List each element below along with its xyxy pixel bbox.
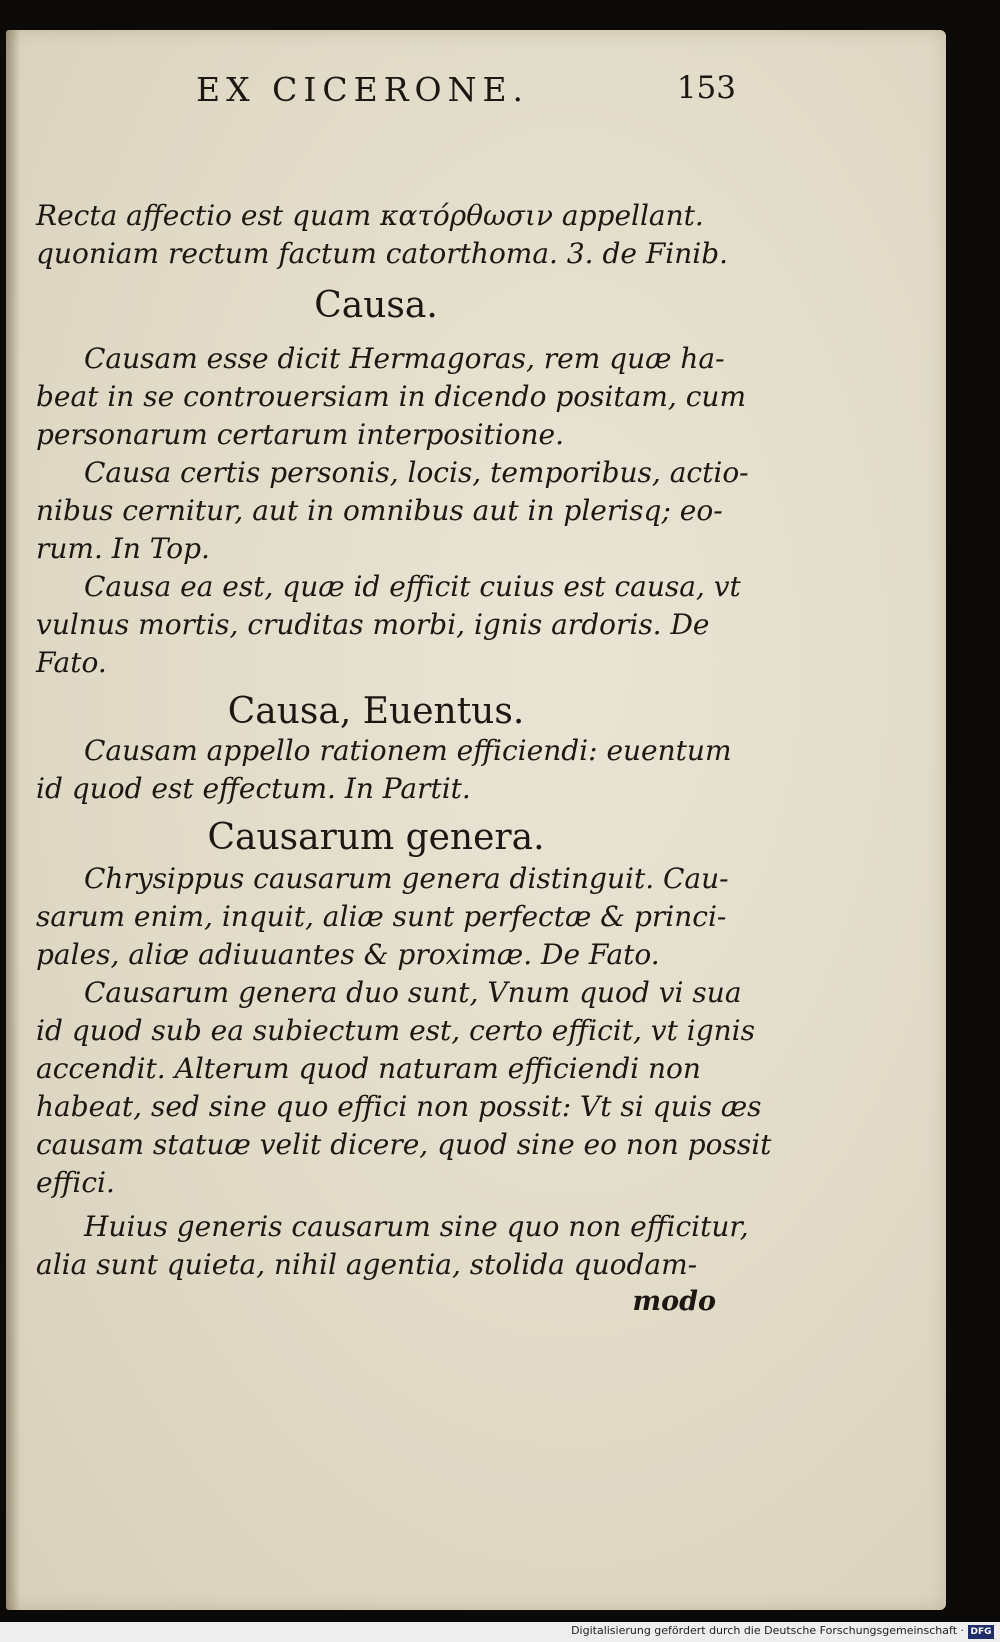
text-line: Huius generis causarum sine quo non efficitur, [84,1210,749,1243]
text-line: Chrysippus causarum genera distinguit. Cau- [84,862,729,895]
footer-bar [0,1622,1000,1642]
footer-credit: Digitalisierung gefördert durch die Deutsche Forschungsgemeinschaft · [571,1624,964,1637]
text-block [36,112,772,1592]
page-number: 153 [676,70,736,106]
text-line: Fato. [36,646,107,679]
text-line: effici. [36,1166,115,1199]
text-line: beat in se controuersiam in dicendo positam, cum [36,380,746,413]
text-line: quoniam rectum factum catorthoma. 3. de Finib. [36,237,729,270]
book-page [6,30,946,1610]
text-line: id quod est effectum. In Partit. [36,772,471,805]
text-line: Causa ea est, quæ id efficit cuius est causa, vt [84,570,741,603]
text-line: accendit. Alterum quod naturam efficiendi non [36,1052,701,1085]
text-line: Causam esse dicit Hermagoras, rem quæ ha- [84,342,725,375]
text-line: habeat, sed sine quo effici non possit: Vt si quis æs [36,1090,762,1123]
running-head: EX CICERONE. [196,70,530,109]
text-line: vulnus mortis, cruditas morbi, ignis ardoris. De [36,608,710,641]
text-line: pales, aliæ adiuuantes & proximæ. De Fato. [36,938,660,971]
text-line: personarum certarum interpositione. [36,418,565,451]
text-line: Causa certis personis, locis, temporibus, actio- [84,456,749,489]
section-heading: Causarum genera. [207,817,545,858]
text-line: alia sunt quieta, nihil agentia, stolida quodam- [36,1248,698,1281]
page-header [146,66,736,116]
text-line: Causarum genera duo sunt, Vnum quod vi sua [84,976,742,1009]
spine-shadow [6,30,20,1610]
text-line: nibus cernitur, aut in omnibus aut in plerisq; eo- [36,494,723,527]
text-line: sarum enim, inquit, aliæ sunt perfectæ & princi- [36,900,727,933]
text-line: causam statuæ velit dicere, quod sine eo non possit [36,1128,772,1161]
text-line: Causam appello rationem efficiendi: euentum [84,734,732,767]
dfg-logo: DFG [968,1625,994,1639]
text-line: rum. In Top. [36,532,210,565]
section-heading: Causa. [314,285,438,326]
text-line: Recta affectio est quam κατόρθωσιν appellant. [36,199,704,232]
text-line: id quod sub ea subiectum est, certo efficit, vt ignis [36,1014,755,1047]
catchword: modo [632,1286,716,1317]
section-heading: Causa, Euentus. [227,691,525,732]
